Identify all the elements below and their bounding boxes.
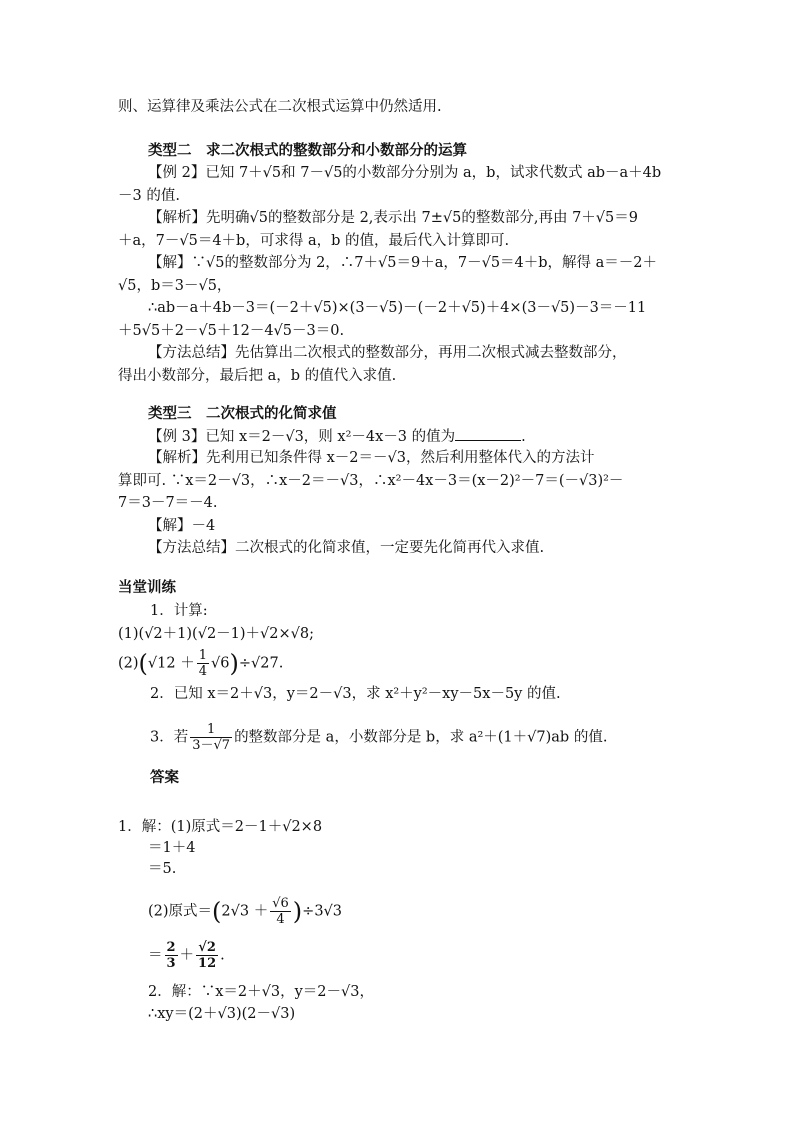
left-paren: ( bbox=[138, 649, 148, 678]
answer1-line2: ＝1＋4 bbox=[148, 840, 196, 856]
fraction-denominator: 4 bbox=[276, 912, 285, 927]
answer1-part2-suffix: ÷3√3 bbox=[302, 903, 343, 920]
q1-part2 bbox=[118, 648, 283, 679]
example3-line bbox=[148, 426, 526, 447]
analysis3-line1: 【解析】先利用已知条件得 x－2＝－√3，然后利用整体代入的方法计 bbox=[148, 450, 595, 466]
fraction-numerator: √6 bbox=[272, 896, 289, 911]
summary3-line: 【方法总结】二次根式的化简求值，一定要先化简再代入求值. bbox=[148, 540, 545, 556]
analysis2-line2: ＋a，7－√5＝4＋b，可求得 a，b 的值，最后代入计算即可. bbox=[118, 233, 510, 249]
solution2-line1: 【解】∵√5的整数部分为 2，∴7＋√5＝9＋a，7－√5＝4＋b，解得 a＝－2＋ bbox=[148, 255, 658, 271]
solution3-line: 【解】－4 bbox=[148, 518, 216, 534]
result-fraction-1 bbox=[165, 940, 178, 971]
fraction-denominator: 3 bbox=[166, 956, 176, 971]
left-paren: ( bbox=[212, 897, 222, 926]
result-plus: ＋ bbox=[179, 947, 195, 964]
fraction-numerator: √2 bbox=[196, 940, 218, 956]
q3-prefix: 3．若 bbox=[150, 729, 189, 746]
right-paren: ) bbox=[292, 897, 303, 926]
analysis2-line1: 【解析】先明确√5的整数部分是 2,表示出 7±√5的整数部分,再由 7＋√5＝9 bbox=[148, 210, 638, 226]
solution2-line3: ∴ab－a＋4b－3＝(－2＋√5)×(3－√5)－(－2＋√5)＋4×(3－√5)－3＝－11 bbox=[148, 300, 647, 316]
fraction-denominator: 12 bbox=[198, 956, 217, 971]
q2-line: 2．已知 x＝2＋√3，y＝2－√3，求 x²＋y²－xy－5x－5y 的值. bbox=[150, 686, 561, 702]
q1-part2-suffix: ÷√27. bbox=[238, 655, 284, 672]
answer2-line2: ∴xy＝(2＋√3)(2－√3) bbox=[148, 1006, 296, 1022]
result-prefix: ＝ bbox=[148, 947, 163, 964]
answer1-part2-result bbox=[148, 940, 225, 971]
q1-part2-radical: √12 ＋ bbox=[147, 655, 195, 672]
answer2-line1: 2．解：∵x＝2＋√3，y＝2－√3， bbox=[148, 984, 374, 1000]
solution2-line4: ＋5√5＋2－√5＋12－4√5－3＝0. bbox=[118, 323, 345, 339]
example2-line1: 【例 2】已知 7＋√5和 7－√5的小数部分分别为 a，b，试求代数式 ab－a＋4b bbox=[148, 165, 662, 181]
answer1-line3: ＝5. bbox=[148, 861, 177, 877]
intro-line: 则、运算律及乘法公式在二次根式运算中仍然适用. bbox=[118, 99, 442, 115]
fraction-numerator: 1 bbox=[198, 648, 208, 663]
type2-heading: 类型二 求二次根式的整数部分和小数部分的运算 bbox=[148, 142, 467, 159]
q1-part2-tail: √6 bbox=[211, 655, 230, 672]
result-fraction-2 bbox=[196, 940, 218, 971]
answer1-part2-fraction bbox=[270, 896, 291, 927]
example2-line2: －3 的值. bbox=[118, 188, 180, 204]
answer1-line1: 1．解：(1)原式＝2－1＋√2×8 bbox=[118, 819, 323, 835]
summary2-line1: 【方法总结】先估算出二次根式的整数部分，再用二次根式减去整数部分， bbox=[148, 345, 627, 361]
type3-heading: 类型三 二次根式的化简求值 bbox=[148, 405, 337, 422]
example3-end: . bbox=[521, 429, 526, 445]
answers-heading: 答案 bbox=[150, 769, 179, 786]
fraction-numerator: 2 bbox=[166, 940, 176, 955]
analysis3-line3: 7＝3－7＝－4. bbox=[118, 495, 218, 511]
fraction-denominator: 4 bbox=[198, 664, 208, 679]
q1-part1: (1)(√2＋1)(√2－1)＋√2×√8; bbox=[118, 626, 315, 642]
right-paren: ) bbox=[229, 649, 239, 678]
summary2-line2: 得出小数部分，最后把 a，b 的值代入求值. bbox=[118, 368, 397, 384]
q3-line bbox=[150, 722, 607, 753]
answer1-part2-left: 2√3 ＋ bbox=[221, 903, 269, 920]
example3-text: 【例 3】已知 x＝2－√3，则 x²－4x－3 的值为 bbox=[148, 429, 456, 445]
q3-fraction bbox=[190, 722, 232, 753]
practice-heading: 当堂训练 bbox=[118, 579, 176, 596]
fraction-numerator: 1 bbox=[190, 722, 232, 738]
answer1-part2 bbox=[148, 896, 342, 927]
answer1-part2-prefix: (2)原式＝ bbox=[148, 903, 213, 920]
fraction-denominator: 3－√7 bbox=[192, 738, 231, 753]
result-end: . bbox=[220, 947, 225, 964]
answer-blank bbox=[455, 426, 521, 441]
q1-title: 1．计算: bbox=[150, 603, 208, 619]
q3-suffix: 的整数部分是 a，小数部分是 b，求 a²＋(1＋√7)ab 的值. bbox=[234, 729, 608, 746]
analysis3-line2: 算即可. ∵x＝2－√3，∴x－2＝－√3，∴x²－4x－3＝(x－2)²－7＝(－√3)²－ bbox=[118, 473, 624, 489]
q1-part2-fraction bbox=[197, 648, 209, 679]
solution2-line2: √5，b＝3－√5， bbox=[118, 278, 232, 294]
q1-part2-prefix: (2) bbox=[118, 655, 139, 672]
